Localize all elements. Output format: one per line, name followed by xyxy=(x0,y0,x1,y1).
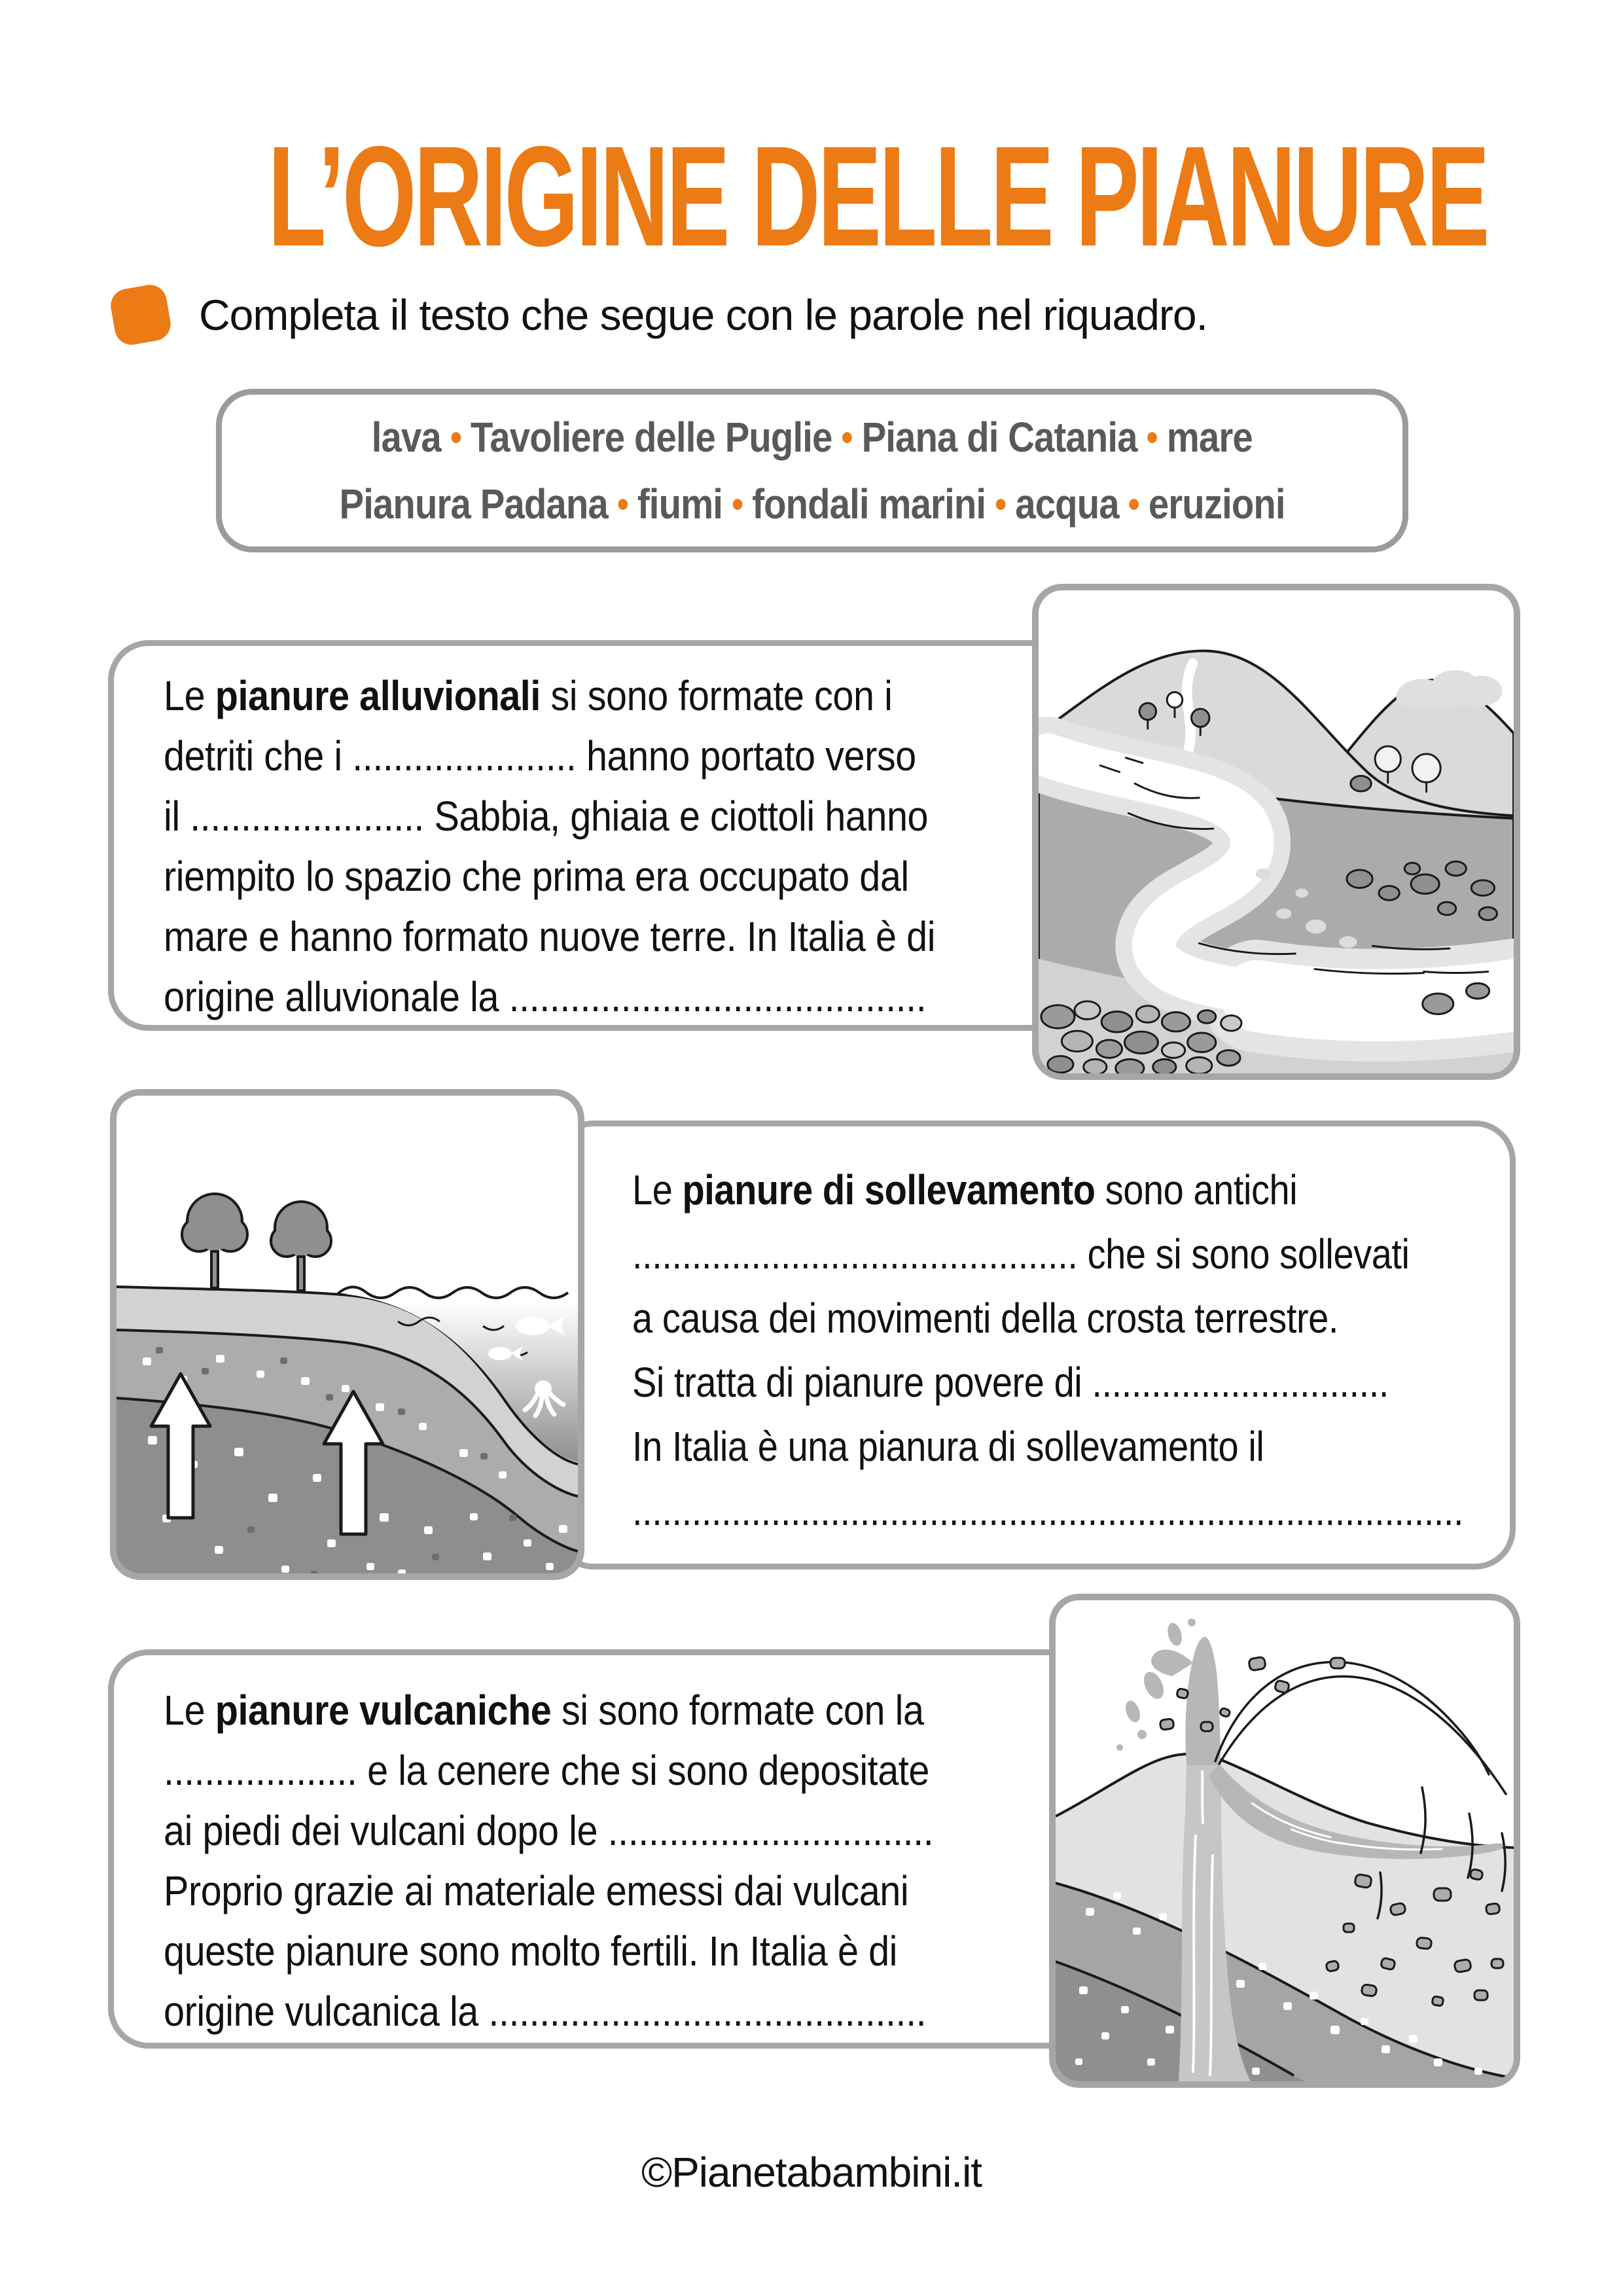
word-bank-row xyxy=(372,413,1253,461)
line-text: Le xyxy=(632,1166,683,1213)
word-separator: • xyxy=(450,416,462,459)
volcano-scene xyxy=(1056,1619,1514,2081)
paragraph-line-with-blank: il ....................... Sabbia, ghiaia e ciottoli hanno xyxy=(164,793,929,840)
word-separator: • xyxy=(995,483,1007,526)
alluvial-illustration-box xyxy=(1032,584,1520,1080)
word-item: fondali marini xyxy=(752,480,986,528)
word-separator: • xyxy=(1128,483,1139,526)
word-item: Pianura Padana xyxy=(339,480,608,528)
uplift-illustration-box xyxy=(110,1089,584,1580)
word-separator: • xyxy=(616,483,628,526)
word-bank-row xyxy=(339,480,1285,528)
word-item: eruzioni xyxy=(1148,480,1285,528)
volcanic-illustration-box xyxy=(1049,1594,1520,2088)
line-text-bold: pianure di sollevamento xyxy=(682,1166,1096,1213)
paragraph-line: queste pianure sono molto fertili. In Italia è di xyxy=(164,1928,898,1975)
line-text: si sono formate con i xyxy=(540,672,893,719)
river-plain-scene xyxy=(1039,651,1514,1073)
uplift-scene xyxy=(116,1194,578,1573)
text-box-uplift xyxy=(553,1121,1516,1570)
paragraph-line: a causa dei movimenti della crosta terrestre. xyxy=(632,1295,1339,1342)
volcanic-paragraph xyxy=(164,1680,1106,2041)
word-item: mare xyxy=(1166,414,1253,461)
instruction-text: Completa il testo che segue con le parole nel riquadro. xyxy=(199,291,1207,339)
line-text: Le xyxy=(164,1687,215,1734)
paragraph-line xyxy=(164,1680,1106,1740)
alluvial-paragraph xyxy=(164,666,1106,1027)
word-item: fiumi xyxy=(637,480,722,528)
line-text: sono antichi xyxy=(1095,1166,1298,1213)
uplift-paragraph xyxy=(632,1158,1548,1543)
word-item: lava xyxy=(371,414,442,461)
paragraph-line-with-blank: ............................................. che si sono sollevati xyxy=(632,1230,1410,1278)
uplift-illustration xyxy=(116,1096,578,1573)
footer-credit: ©Pianetabambini.it xyxy=(641,2149,982,2196)
word-separator: • xyxy=(841,416,853,459)
paragraph-line-with-blank: ................... e la cenere che si sono depositate xyxy=(164,1747,929,1794)
instruction-row xyxy=(113,287,1207,343)
word-bank-box xyxy=(216,389,1408,552)
paragraph-line: In Italia è una pianura di sollevamento il xyxy=(632,1423,1264,1470)
volcano-illustration xyxy=(1056,1600,1514,2081)
word-item: Piana di Catania xyxy=(861,414,1137,461)
cloud-icon xyxy=(1396,670,1502,708)
word-separator: • xyxy=(732,483,743,526)
line-text: si sono formate con la xyxy=(551,1687,924,1734)
text-box-volcanic xyxy=(108,1649,1090,2049)
paragraph-line-with-blank: Si tratta di pianure povere di .............................. xyxy=(632,1359,1389,1406)
word-separator: • xyxy=(1146,416,1158,459)
line-text-bold: pianure alluvionali xyxy=(215,672,541,719)
paragraph-line-with-blank: origine vulcanica la ........................................... xyxy=(164,1988,927,2035)
line-text-bold: pianure vulcaniche xyxy=(215,1687,552,1734)
paragraph-line: riempito lo spazio che prima era occupato dal xyxy=(164,853,909,900)
lava-fountain xyxy=(1116,1619,1221,1765)
paragraph-line xyxy=(164,666,1106,726)
tree-icon xyxy=(271,1202,331,1291)
paragraph-line: mare e hanno formato nuove terre. In Italia è di xyxy=(164,913,936,960)
text-box-alluvial xyxy=(108,640,1090,1031)
line-text: Le xyxy=(164,672,215,719)
orange-bullet-icon xyxy=(108,282,173,348)
river-plain-illustration xyxy=(1039,590,1514,1073)
word-item: Tavoliere delle Puglie xyxy=(471,414,832,461)
paragraph-line-with-blank: ai piedi dei vulcani dopo le ................................ xyxy=(164,1807,934,1854)
paragraph-line-with-blank: origine alluvionale la ......................................... xyxy=(164,973,927,1020)
page-title: L’ORIGINE DELLE PIANURE xyxy=(268,117,1488,276)
word-item: acqua xyxy=(1015,480,1119,528)
paragraph-line xyxy=(632,1158,1548,1222)
paragraph-line: Proprio grazie ai materiale emessi dai vulcani xyxy=(164,1867,909,1914)
paragraph-line-with-blank: detriti che i ...................... hanno portato verso xyxy=(164,732,916,780)
tree-icon xyxy=(182,1194,247,1288)
paragraph-line-with-blank: .................................................................................... xyxy=(632,1487,1464,1534)
